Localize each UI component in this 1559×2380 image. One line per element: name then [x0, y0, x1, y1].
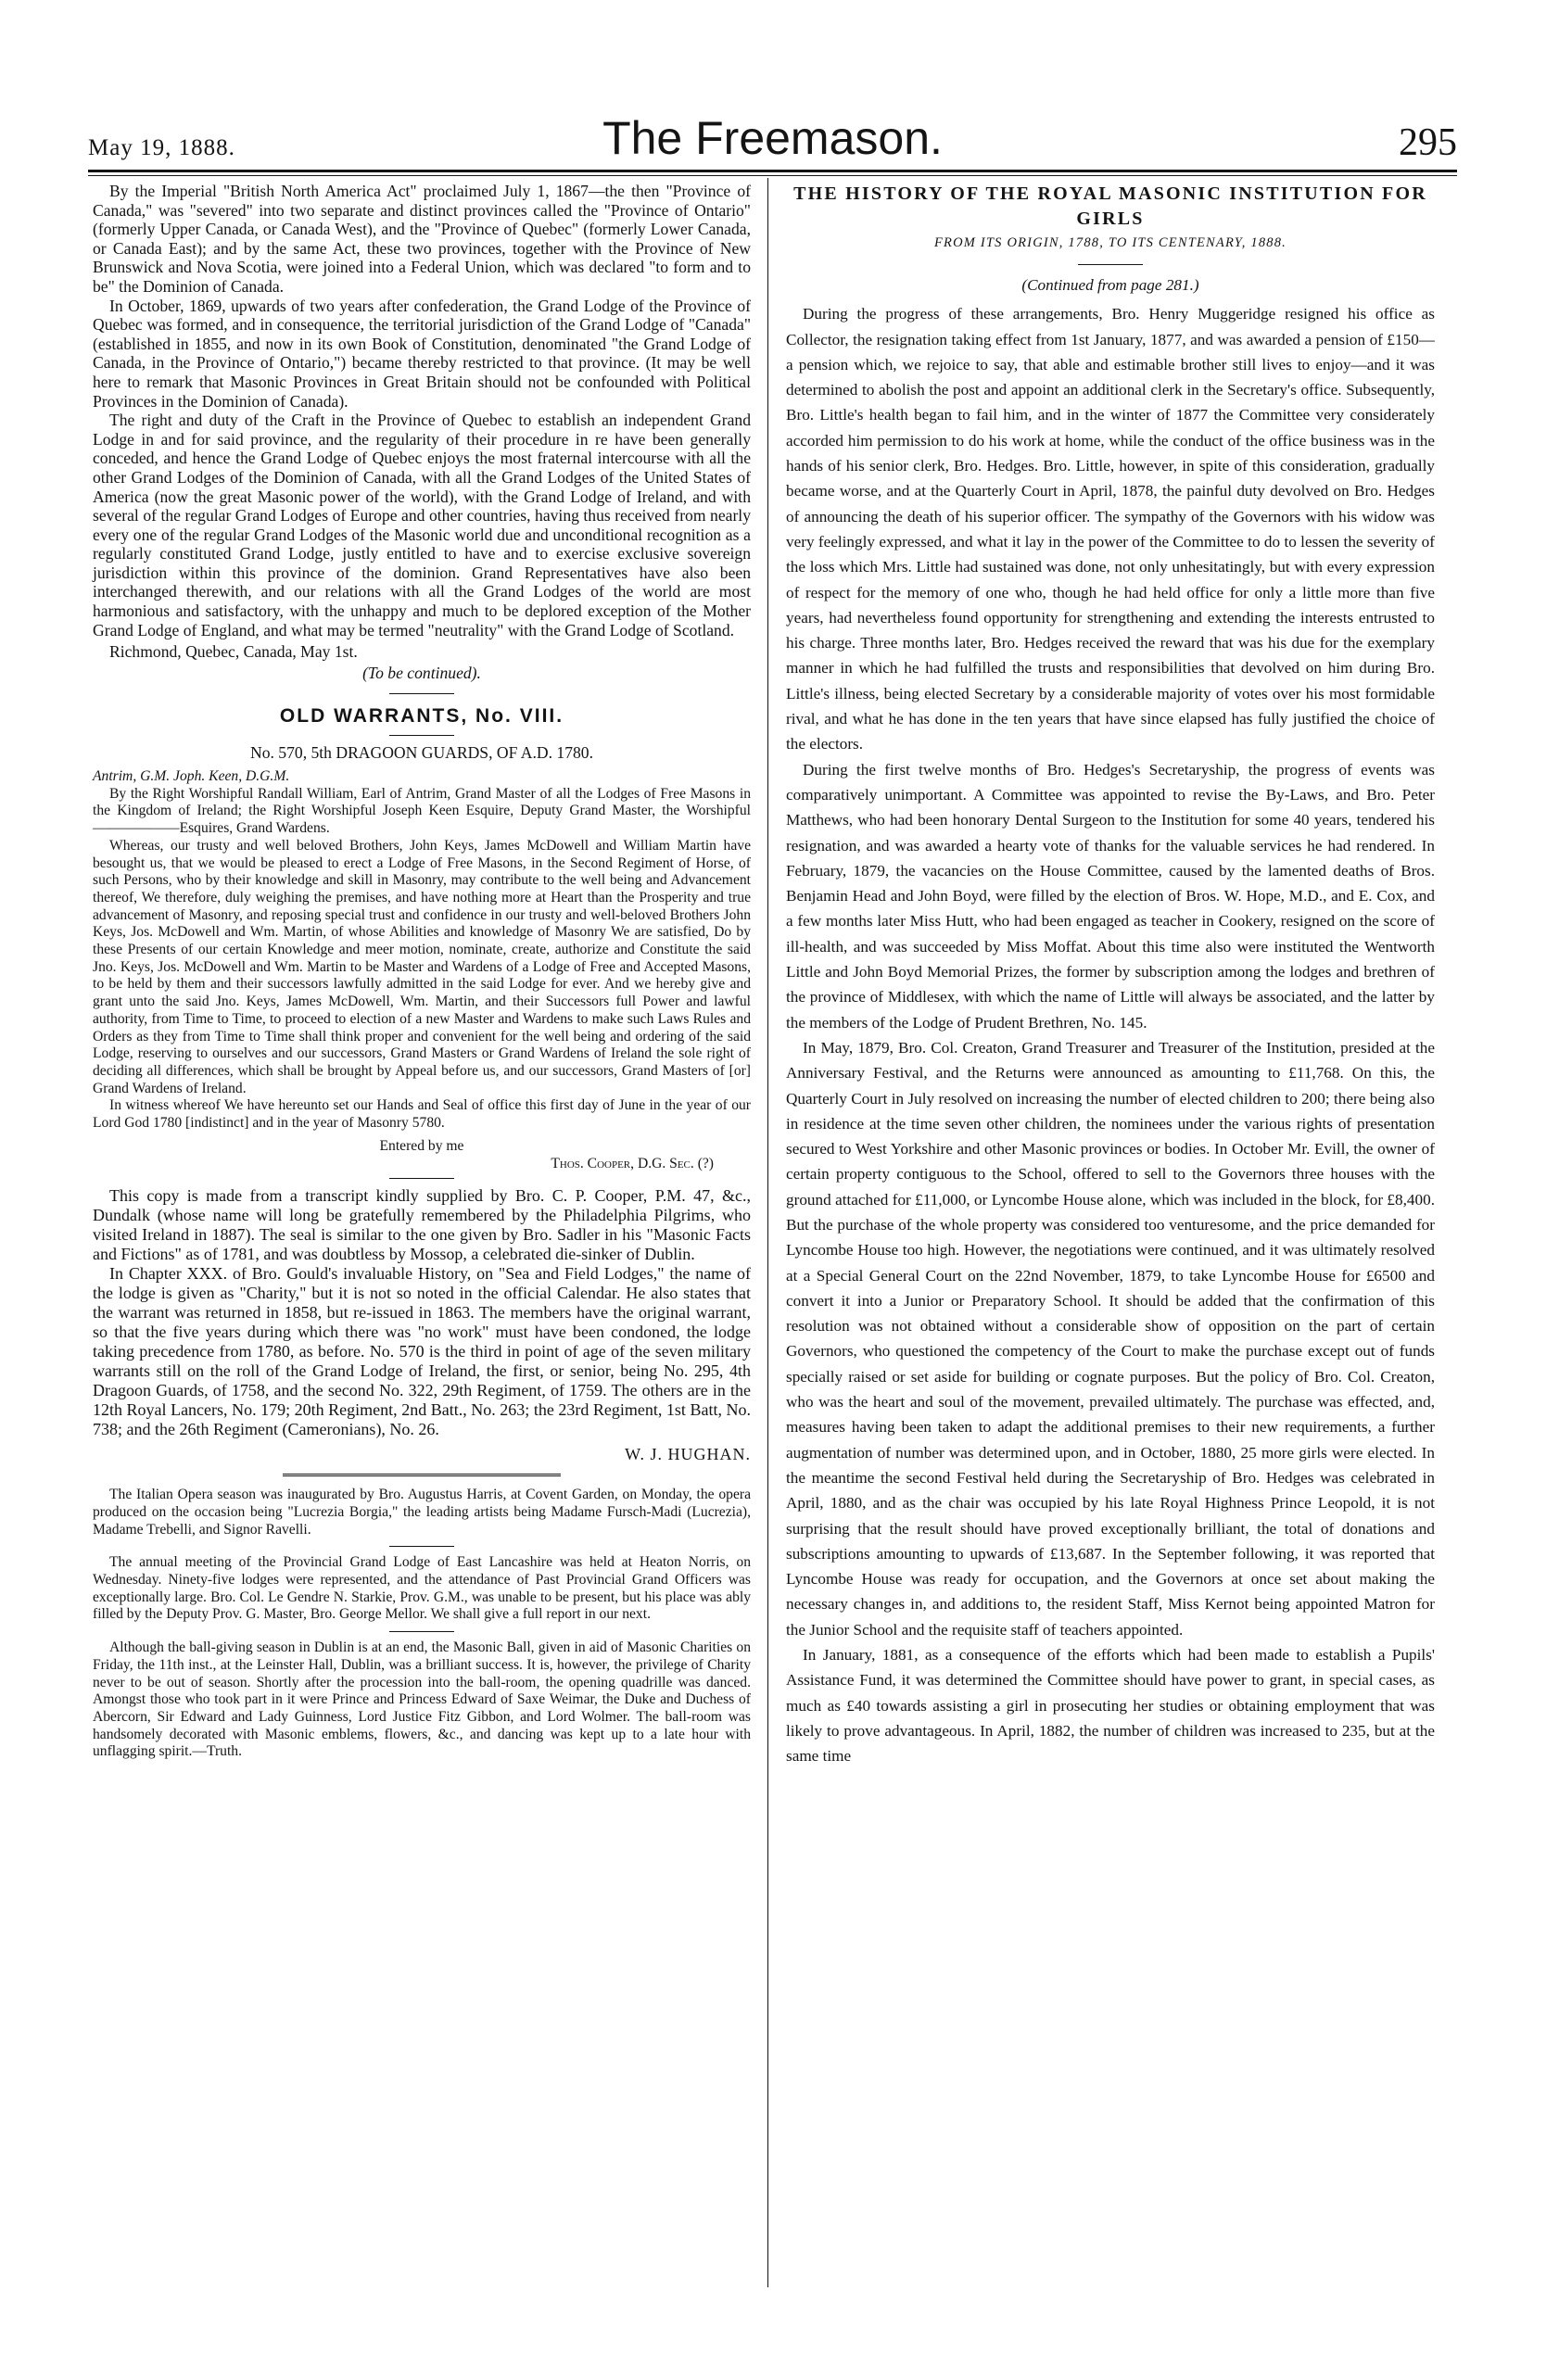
section-rule [389, 1631, 454, 1632]
section-rule-double [283, 1474, 561, 1479]
newspaper-title: The Freemason. [602, 112, 943, 164]
article-paragraph: In January, 1881, as a consequence of the efforts which had been made to establish a Pupils' Assistance Fund, it was determined the Committee should have power to grant, in special cases, as much as £40 towards assisting a girl in prosecuting her studies or obtaining employment that was likely to prove advantageous. In April, 1882, the number of children was increased to 235, but at the same time [786, 1646, 1435, 1766]
section-rule [389, 693, 454, 694]
warrant-paragraph: Whereas, our trusty and well beloved Brothers, John Keys, James McDowell and William Martin have besought us, that we would be pleased to erect a Lodge of Free Masons, in the Second Regiment of Horse, of such Persons, who by their knowledge and skill in Masonry, may contribute to the well being and Advancement thereof, We therefore, duly weighing the premises, and have nothing more at Heart than the Prosperity and true advancement of Masonry, and reposing special trust and confidence in our trusty and well-beloved Brothers John Keys, Jos. McDowell and Wm. Martin, of whose Abilities and knowledge of Masonry We are satisfied, Do by these Presents of our certain Knowledge and meer motion, nominate, create, authorize and Constitute the said Jno. Keys, Jos. McDowell and Wm. Martin to be Master and Wardens of a Lodge of Free and Accepted Masons, to be held by them and their successors lawfully admitted in the said Lodge for ever. And we hereby give and grant unto the said Jno. Keys, James McDowell, Wm. Martin, and their Successors full Power and lawful authority, from Time to Time, to proceed to election of a new Master and Wardens to make such Laws Rules and Orders as they from Time to Time shall think proper and convenient for the well being and ordering of the said Lodge, reserving to ourselves and our successors, Grand Masters or Grand Wardens of Ireland the sole right of deciding all differences, which shall be brought by Appeal before us, and our successors, Grand Masters of [or] Grand Wardens of Ireland. [93, 837, 751, 1096]
article-paragraph: During the progress of these arrangements, Bro. Henry Muggeridge resigned his office as Collector, the resignation taking effect from 1st January, 1877, and was awarded a pension of £150—a pension which, we rejoice to say, that able and estimable brother still lives to enjoy—and it was determined to abolish the post and appoint an additional clerk in the Secretary's office. Subsequently, Bro. Little's health began to fail him, and in the winter of 1877 the Committee very considerately accorded him permission to do his work at home, while the conduct of the office business was in the hands of his senior clerk, Bro. Hedges. Bro. Little, however, in spite of this consideration, gradually became worse, and at the Quarterly Court in April, 1878, the painful duty devolved on Bro. Hedges of announcing the death of his superior officer. The sympathy of the Governors with his widow was very feelingly expressed, and what it lay in the power of the Committee to do to lessen the severity of the loss which Mrs. Little had sustained was done, not only unhesitatingly, but with every expression of respect for the memory of one who, though he had held office for only a little more than five years, had nevertheless found opportunity for strengthening and extending the interests entrusted to his charge. Three months later, Bro. Hedges received the reward that was his due for the exemplary manner in which he had fulfilled the trusts and responsibilities that devolved on him during Bro. Little's illness, being elected Secretary by a considerable majority of votes over his most formidable rival, and what he has done in the ten years that have since elapsed has fully justified the choice of the electors. [786, 305, 1435, 753]
canada-dateline: Richmond, Quebec, Canada, May 1st. [109, 642, 358, 662]
section-rule [1078, 264, 1143, 265]
continued-note: (Continued from page 281.) [1021, 276, 1199, 294]
article-paragraph: In May, 1879, Bro. Col. Creaton, Grand Treasurer and Treasurer of the Institution, presided at the Anniversary Festival, and the Returns were announced as amounting to £11,768. On this, the Quarterly Court in July resolved on increasing the number of elected children to 200; there being also in residence at the time seven other children, the nominees under the various rights of presentation secured to West Yorkshire and other Masonic provinces or bodies. In October Mr. Evill, the owner of certain property contiguous to the School, offered to sell to the Governors three houses with the ground attached for £11,000, or Lyncombe House alone, which was included in the block, for £8,400. But the purchase of the whole property was considered too venturesome, and the price demanded for Lyncombe House too high. However, the negotiations were continued, and it was ultimately resolved at a Special General Court on the 22nd November, 1879, to take Lyncombe House for £6500 and convert it into a Junior or Preparatory School. It should be added that the confirmation of this resolution was not obtained without a considerable show of opposition on the part of certain Governors, who questioned the competency of the Court to make the purchase except out of funds specially raised or set aside for building or cognate purposes. But the policy of Bro. Col. Creaton, who was the heart and soul of the movement, prevailed ultimately. The purchase was effected, and, measures having been taken to adapt the additional premises to their new requirements, a further augmentation of number was determined upon, and in October, 1880, 25 more girls were elected. In the meantime the second Festival held during the Secretaryship of Bro. Hedges was celebrated in April, 1880, and as the chair was occupied by his late Royal Highness Prince Leopold, it is not surprising that the result should have proved exceptionally brilliant, the total of donations and subscriptions amounting to upwards of £13,687. In the September following, it was reported that Lyncombe House was ready for occupation, and the Governors at once set about making the necessary changes in, and additions to, the resident Staff, Miss Kernot being appointed Matron for the Junior School and the requisite staff of teachers appointed. [786, 1038, 1435, 1639]
right-column [786, 182, 1435, 1769]
canada-paragraph: By the Imperial "British North America Act" proclaimed July 1, 1867—the then "Province of Canada," was "severed" into two separate and distinct provinces called the "Province of Ontario" (formerly Upper Canada, or Canada West), and the "Province of Quebec" (formerly Lower Canada, or Canada East); and by the same Act, these two provinces, together with the Province of New Brunswick and Nova Scotia, were joined into a Federal Union, which was declared "to form and to be" the Dominion of Canada. [93, 182, 751, 296]
section-rule [389, 735, 454, 736]
article-paragraph: During the first twelve months of Bro. Hedges's Secretaryship, the progress of events was comparatively unimportant. A Committee was appointed to revise the By-Laws, and Bro. Peter Matthews, who had been honorary Dental Surgeon to the Institution for some 40 years, tendered his resignation, and was awarded a hearty vote of thanks for the valuable services he had rendered. In February, 1879, the vacancies on the House Committee, caused by the lamented deaths of Bros. Benjamin Head and John Boyd, were filled by the election of Bros. W. Hope, M.D., and E. Cox, and a few months later Miss Hutt, who had been engaged as teacher in Cookery, resigned on the score of ill-health, and was succeeded by Miss Moffat. About this time also were instituted the Wentworth Little and John Boyd Memorial Prizes, the former by subscription among the lodges and brethren of the province of Middlesex, with which the name of Little will always be associated, and the latter by the members of the Lodge of Prudent Brethren, No. 145. [786, 760, 1435, 1032]
masthead-rule [88, 170, 1457, 172]
page-number: 295 [1399, 121, 1457, 164]
to-be-continued: (To be continued). [362, 663, 481, 682]
canada-paragraph: In October, 1869, upwards of two years after confederation, the Grand Lodge of the Province of Quebec was formed, and in consequence, the territorial jurisdiction of the Grand Lodge of "Canada" (established in 1855, and now in its own Book of Constitution, denominated "the Grand Lodge of Canada, in the Province of Ontario,") became thereby restricted to that province. (It may be well here to remark that Masonic Provinces in Great Britain should not be confounded with Political Provinces in the Dominion of Canada). [93, 296, 751, 411]
issue-date: May 19, 1888. [88, 135, 235, 160]
warrant-paragraph: In witness whereof We have hereunto set our Hands and Seal of office this first day of June in the year of our Lord God 1780 [indistinct] and in the year of Masonry 5780. [93, 1097, 751, 1132]
section-rule [389, 1546, 454, 1547]
hughan-paragraph: In Chapter XXX. of Bro. Gould's invaluable History, on "Sea and Field Lodges," the name of the lodge is given as "Charity," but it is not so noted in the official Calendar. He also states that the warrant was returned in 1858, but re-issued in 1863. The members have the original warrant, so that the five years during which there was "no work" must have been condoned, the lodge taking precedence from 1780, as before. No. 570 is the third in point of age of the seven military warrants still on the roll of the Grand Lodge of Ireland, the first, or senior, being No. 295, 4th Dragoon Guards, of 1758, and the second No. 322, 29th Regiment, of 1759. The others are in the 12th Royal Lancers, No. 179; 20th Regiment, 2nd Batt., No. 263; the 23rd Regiment, 1st Batt, No. 738; and the 26th Regiment (Cameronians), No. 26. [93, 1264, 751, 1439]
news-paragraph-lancashire: The annual meeting of the Provincial Grand Lodge of East Lancashire was held at Heaton Norris, on Wednesday. Ninety-five lodges were represented, and the attendance of Past Provincial Grand Officers was exceptionally large. Bro. Col. Le Gendre N. Starkie, Prov. G.M., was unable to be present, but his place was ably filled by the Deputy Prov. G. Master, Bro. George Mellor. We shall give a full report in our next. [93, 1554, 751, 1623]
article-heading: THE HISTORY OF THE ROYAL MASONIC INSTITUTION FOR GIRLS [793, 184, 1427, 229]
entered-signature: Thos. Cooper, D.G. Sec. (?) [551, 1155, 714, 1171]
news-paragraph-dublin-ball: Although the ball-giving season in Dublin is at an end, the Masonic Ball, given in aid of Masonic Charities on Friday, the 11th inst., at the Leinster Hall, Dublin, was a brilliant success. It is, however, the privilege of Charity never to be out of season. Shortly after the procession into the ball-room, the opening quadrille was danced. Amongst those who took part in it were Prince and Princess Edward of Saxe Weimar, the Duke and Duchess of Abercorn, Sir Edward and Lady Guinness, Lord Justice Fitz Gibbon, and Lord Wolmer. The ball-room was handsomely decorated with Masonic emblems, flowers, &c., and dancing was kept up to a late hour with unflagging spirit.—Truth. [93, 1639, 751, 1760]
hughan-paragraph: This copy is made from a transcript kindly supplied by Bro. C. P. Cooper, P.M. 47, &c., Dundalk (whose name will long be gratefully remembered by the Philadelphia Pilgrims, who visited Ireland in 1887). The seal is similar to the one given by Bro. Sadler in his "Masonic Facts and Fictions" as of 1781, and was doubtless by Mossop, a celebrated die-sinker of Dublin. [93, 1186, 751, 1264]
column-divider [767, 178, 768, 2287]
old-warrants-heading: OLD WARRANTS, No. VIII. [279, 705, 564, 728]
entered-by: Entered by me [379, 1137, 464, 1154]
news-paragraph-opera: The Italian Opera season was inaugurated by Bro. Augustus Harris, at Covent Garden, on Monday, the opera produced on the occasion being "Lucrezia Borgia," the leading artists being Madame Fursch-Madi (Lucrezia), Madame Trebelli, and Signor Ravelli. [93, 1487, 751, 1538]
warrant-signatories: Antrim, G.M. Joph. Keen, D.G.M. [93, 768, 290, 785]
left-column [93, 182, 751, 1761]
warrant-paragraph: By the Right Worshipful Randall William, Earl of Antrim, Grand Master of all the Lodges of Free Masons in the Kingdom of Ireland; the Right Worshipful Joseph Keen Esquire, Deputy Grand Master, the Worshipful——————Esquires, Grand Wardens. [93, 785, 751, 837]
masthead [88, 111, 1457, 167]
canada-paragraph: The right and duty of the Craft in the Province of Quebec to establish an independent Grand Lodge in and for said province, and the regularity of their procedure in re have been generally conceded, and hence the Grand Lodge of Quebec enjoys the most fraternal intercourse with all the other Grand Lodges of the Dominion of Canada, with all the Grand Lodges of the United States of America (now the great Masonic power of the world), with the Grand Lodge of Ireland, and with several of the regular Grand Lodges of Europe and other countries, having thus received from nearly every one of the regular Grand Lodges of the Masonic world due and unconditional recognition as a regularly constituted Grand Lodge, justly entitled to have and to exercise exclusive sovereign jurisdiction within this province of the dominion. Grand Representatives have also been interchanged therewith, and our relations with all the Grand Lodges of the world are most harmonious and satisfactory, with the unhappy and much to be deplored exception of the Mother Grand Lodge of England, and what may be termed "neutrality" with the Grand Lodge of Scotland. [93, 411, 751, 639]
hughan-signature: W. J. HUGHAN. [625, 1445, 751, 1464]
warrant-number: No. 570, 5th DRAGOON GUARDS, OF A.D. 1780. [250, 743, 593, 763]
masthead-rule-thin [88, 175, 1457, 176]
section-rule [389, 1178, 454, 1179]
article-subheading: FROM ITS ORIGIN, 1788, TO ITS CENTENARY, 1888. [933, 235, 1286, 250]
